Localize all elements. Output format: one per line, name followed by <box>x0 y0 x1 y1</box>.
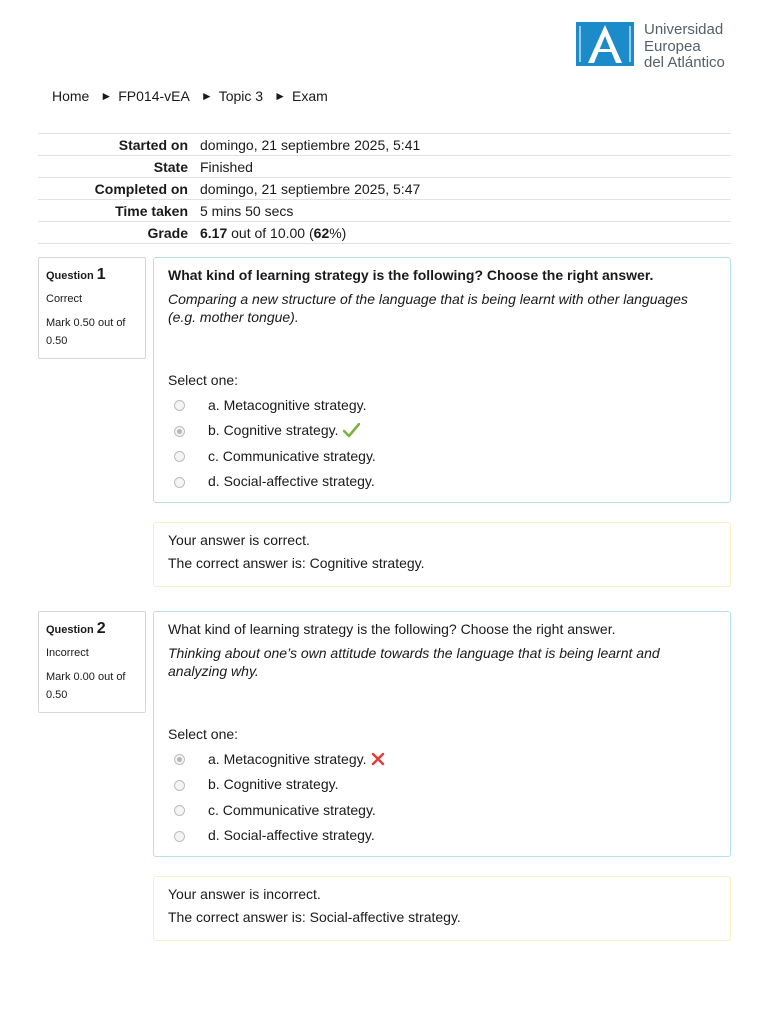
radio-button[interactable] <box>174 805 185 816</box>
radio-button-selected[interactable] <box>174 426 185 437</box>
summary-label: Completed on <box>94 180 188 197</box>
grade-out-of: out of 10.00 ( <box>227 224 314 241</box>
answer-options <box>168 746 716 848</box>
summary-row-grade <box>38 222 731 244</box>
select-one-label: Select one: <box>168 372 239 388</box>
question-description: Comparing a new structure of the language that is being learnt with other languages (e.g. mother tongue). <box>168 291 688 325</box>
university-logo[interactable] <box>576 22 725 72</box>
question-info-1 <box>38 257 146 359</box>
question-info-2 <box>38 611 146 713</box>
feedback-2 <box>153 876 731 941</box>
summary-label: Time taken <box>115 202 188 219</box>
summary-row <box>38 200 731 222</box>
question-number-value: 1 <box>96 266 106 283</box>
question-number <box>46 266 145 284</box>
option-label: a. Metacognitive strategy. <box>208 750 367 767</box>
radio-button[interactable] <box>174 477 185 488</box>
cross-icon <box>371 752 385 766</box>
check-icon <box>343 423 360 438</box>
question-label: Question <box>46 624 94 636</box>
breadcrumb-separator-icon: ► <box>100 89 113 103</box>
grade-percent-suffix: %) <box>329 224 347 241</box>
question-state: Incorrect <box>46 647 89 659</box>
logo-line-3: del Atlántico <box>644 54 725 71</box>
feedback-result: Your answer is incorrect. <box>168 886 321 902</box>
feedback-correct-answer: The correct answer is: Cognitive strategy. <box>168 555 425 571</box>
question-number <box>46 620 145 638</box>
radio-button[interactable] <box>174 451 185 462</box>
logo-emblem-icon <box>576 22 634 66</box>
logo-line-2: Europea <box>644 37 701 55</box>
answer-option-b[interactable] <box>168 418 716 444</box>
breadcrumb-topic[interactable]: Topic 3 <box>218 88 264 104</box>
feedback-correct-answer: The correct answer is: Social-affective strategy. <box>168 909 461 925</box>
logo-text <box>644 22 725 72</box>
option-label: b. Cognitive strategy. <box>208 776 339 793</box>
breadcrumb-separator-icon: ► <box>274 89 286 103</box>
summary-label: State <box>153 158 188 175</box>
answer-option-a[interactable] <box>168 746 716 772</box>
summary-value: Finished <box>200 158 253 175</box>
radio-button[interactable] <box>174 780 185 791</box>
answer-option-d[interactable] <box>168 823 716 849</box>
question-text: What kind of learning strategy is the following? Choose the right answer. <box>168 267 654 283</box>
radio-button[interactable] <box>174 831 185 842</box>
question-label: Question <box>46 270 94 282</box>
option-label: a. Metacognitive strategy. <box>208 396 367 413</box>
breadcrumb-home[interactable]: Home <box>52 88 90 104</box>
question-mark: Mark 0.00 out of 0.50 <box>46 671 126 701</box>
option-label: c. Communicative strategy. <box>208 447 376 464</box>
option-label: d. Social-affective strategy. <box>208 827 375 844</box>
radio-button[interactable] <box>174 400 185 411</box>
summary-value: 5 mins 50 secs <box>200 202 294 219</box>
radio-button-selected[interactable] <box>174 754 185 765</box>
answer-option-a[interactable] <box>168 392 716 418</box>
question-number-value: 2 <box>96 620 106 637</box>
breadcrumb-exam[interactable]: Exam <box>291 88 328 104</box>
summary-row <box>38 156 731 178</box>
answer-option-c[interactable] <box>168 443 716 469</box>
summary-value: domingo, 21 septiembre 2025, 5:47 <box>200 180 421 197</box>
summary-row <box>38 134 731 156</box>
logo-line-1: Universidad <box>644 21 724 38</box>
summary-label: Started on <box>118 136 188 153</box>
breadcrumb-separator-icon: ► <box>200 89 213 103</box>
attempt-summary-table <box>38 133 731 244</box>
answer-option-d[interactable] <box>168 469 716 495</box>
answer-option-b[interactable] <box>168 772 716 798</box>
breadcrumb <box>52 88 328 104</box>
summary-row <box>38 178 731 200</box>
grade-label: Grade <box>147 224 188 241</box>
option-label: d. Social-affective strategy. <box>208 473 375 490</box>
feedback-result: Your answer is correct. <box>168 532 310 548</box>
option-label: b. Cognitive strategy. <box>208 422 339 439</box>
question-text: What kind of learning strategy is the following? Choose the right answer. <box>168 621 616 637</box>
option-label: c. Communicative strategy. <box>208 801 376 818</box>
breadcrumb-course[interactable]: FP014-vEA <box>118 88 190 104</box>
grade-score: 6.17 <box>200 224 228 241</box>
question-mark: Mark 0.50 out of 0.50 <box>46 317 126 347</box>
question-content-2 <box>153 611 731 857</box>
summary-value: domingo, 21 septiembre 2025, 5:41 <box>200 136 421 153</box>
question-state: Correct <box>46 293 83 305</box>
question-content-1 <box>153 257 731 503</box>
question-description: Thinking about one’s own attitude towards the language that is being learnt and analyzing why. <box>168 645 660 679</box>
answer-option-c[interactable] <box>168 797 716 823</box>
select-one-label: Select one: <box>168 726 239 742</box>
feedback-1 <box>153 522 731 587</box>
answer-options <box>168 392 716 494</box>
grade-percent: 62 <box>313 224 330 241</box>
grade-value <box>200 222 731 244</box>
